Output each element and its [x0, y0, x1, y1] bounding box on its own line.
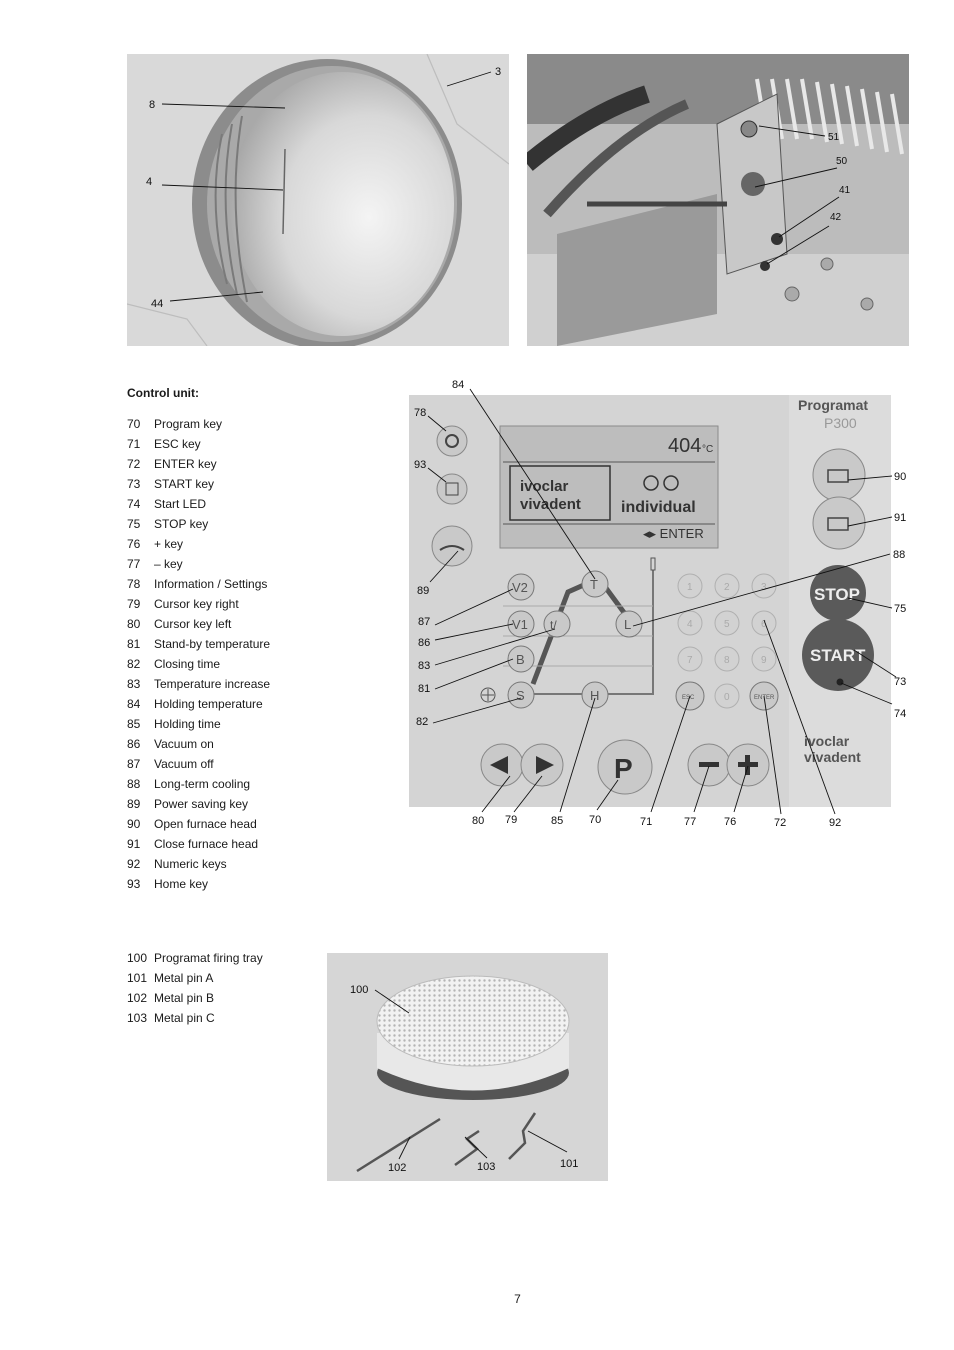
callout-100: 100	[350, 984, 369, 996]
callout-51: 51	[828, 132, 840, 143]
numeric-key[interactable]	[678, 574, 702, 598]
control-unit-legend-item	[127, 814, 270, 834]
control-unit-legend-item	[127, 714, 270, 734]
callout-77: 77	[684, 816, 697, 828]
control-unit-legend-item-number: 70	[127, 417, 141, 431]
control-unit-legend-item-label: Cursor key right	[154, 597, 239, 611]
callout-91: 91	[894, 512, 907, 524]
callout-70: 70	[589, 814, 602, 826]
key-s[interactable]	[508, 682, 534, 708]
control-unit-legend-item-label: Vacuum on	[154, 737, 214, 751]
callout-41: 41	[839, 185, 851, 196]
numeric-key-label: 0	[724, 692, 730, 703]
control-unit-legend-item-number: 90	[127, 817, 141, 831]
numeric-key-label: 9	[761, 655, 767, 666]
control-unit-legend-item-number: 89	[127, 797, 141, 811]
callout-102: 102	[388, 1162, 407, 1174]
photo-furnace-mechanism	[527, 54, 909, 346]
panel-brand-line2: P300	[824, 415, 857, 431]
control-unit-legend-item	[127, 514, 270, 534]
tray-legend	[127, 948, 263, 1028]
callout-93: 93	[414, 459, 427, 471]
control-unit-legend-item-number: 84	[127, 697, 141, 711]
numeric-key[interactable]	[752, 574, 776, 598]
section-title-control-unit: Control unit:	[127, 386, 199, 400]
control-unit-legend-item-number: 79	[127, 597, 141, 611]
control-unit-legend-item-label: Closing time	[154, 657, 221, 671]
cursor-left-key[interactable]	[481, 744, 523, 786]
tray-legend-item-number: 102	[127, 991, 148, 1005]
control-unit-legend-item-number: 82	[127, 657, 141, 671]
control-unit-legend-item-number: 93	[127, 877, 141, 891]
open-furnace-head-key[interactable]	[813, 449, 865, 501]
start-led	[837, 679, 844, 686]
photo-firing-tray	[327, 953, 608, 1181]
callout-71: 71	[640, 816, 653, 828]
control-unit-legend-item	[127, 534, 270, 554]
callout-80: 80	[472, 815, 485, 827]
control-unit-legend-item-label: – key	[154, 557, 183, 571]
control-unit-legend-item	[127, 874, 270, 894]
numeric-key[interactable]	[715, 647, 739, 671]
callout-76: 76	[724, 816, 737, 828]
control-unit-legend-item-number: 77	[127, 557, 141, 571]
fan-icon	[481, 688, 495, 702]
control-unit-legend	[127, 414, 270, 894]
control-unit-legend-item-label: Cursor key left	[154, 617, 232, 631]
numeric-key[interactable]	[678, 647, 702, 671]
power-saving-key[interactable]	[432, 526, 472, 566]
control-unit-legend-item-label: Temperature increase	[154, 677, 271, 691]
key-t[interactable]	[582, 571, 608, 597]
tray-legend-item	[127, 948, 263, 968]
numeric-key[interactable]	[715, 684, 739, 708]
key-h[interactable]	[582, 682, 608, 708]
control-unit-legend-item	[127, 414, 270, 434]
key-temperature-increase[interactable]	[544, 611, 570, 637]
control-unit-legend-item-label: Holding temperature	[154, 697, 263, 711]
callout-103: 103	[477, 1161, 496, 1173]
callout-83: 83	[418, 660, 431, 672]
control-unit-legend-item-number: 92	[127, 857, 141, 871]
control-unit-legend-item-number: 78	[127, 577, 141, 591]
callout-101: 101	[560, 1158, 579, 1170]
control-unit-legend-item-number: 74	[127, 497, 141, 511]
control-unit-legend-item-number: 72	[127, 457, 141, 471]
tray-legend-item-label: Metal pin A	[154, 971, 214, 985]
display-temperature: 404	[668, 435, 702, 457]
control-unit-legend-item	[127, 694, 270, 714]
numeric-key-label: 8	[724, 655, 730, 666]
display-logo-line1: ivoclar	[520, 478, 569, 495]
key-v2-label: V2	[512, 580, 528, 595]
callout-50: 50	[836, 156, 848, 167]
key-l-label: L	[624, 617, 632, 632]
control-unit-legend-item-label: Start LED	[154, 497, 207, 511]
control-unit-legend-item-number: 86	[127, 737, 141, 751]
control-unit-legend-item	[127, 494, 270, 514]
control-unit-legend-item-label: Close furnace head	[154, 837, 259, 851]
callout-89: 89	[417, 585, 430, 597]
numeric-key[interactable]	[752, 647, 776, 671]
plus-key[interactable]	[727, 744, 769, 786]
tray-legend-item	[127, 1008, 263, 1028]
control-unit-legend-item-number: 80	[127, 617, 141, 631]
callout-87: 87	[418, 616, 431, 628]
control-unit-legend-item	[127, 754, 270, 774]
callout-85: 85	[551, 815, 564, 827]
display-enter-hint: ◂▸ ENTER	[643, 526, 704, 541]
control-unit-legend-item-label: Stand-by temperature	[154, 637, 271, 651]
key-h-label: H	[590, 688, 600, 703]
callout-4: 4	[146, 176, 153, 188]
panel-brand-line1: Programat	[798, 397, 869, 413]
control-unit-legend-item-label: Program key	[154, 417, 223, 431]
numeric-key[interactable]	[715, 574, 739, 598]
tray-legend-item-label: Metal pin B	[154, 991, 215, 1005]
info-settings-key[interactable]	[437, 426, 467, 456]
callout-88: 88	[893, 549, 906, 561]
photo-furnace-chamber	[127, 54, 509, 346]
numeric-key-label: 3	[761, 582, 767, 593]
control-unit-legend-item	[127, 454, 270, 474]
callout-86: 86	[418, 637, 431, 649]
numeric-key[interactable]	[678, 611, 702, 635]
key-tgrad-label: t/	[550, 618, 557, 632]
numeric-key-label: 4	[687, 619, 693, 630]
control-unit-legend-item-number: 73	[127, 477, 141, 491]
control-unit-legend-item-label: Power saving key	[154, 797, 249, 811]
numeric-key-label: 2	[724, 582, 730, 593]
control-unit-legend-item	[127, 554, 270, 574]
callout-8: 8	[149, 99, 156, 111]
control-unit-legend-item	[127, 854, 270, 874]
control-unit-legend-item-number: 87	[127, 757, 141, 771]
callout-44: 44	[151, 298, 164, 310]
numeric-key-label: 6	[761, 619, 767, 630]
numeric-key-label: 1	[687, 582, 693, 593]
control-unit-legend-item-label: Information / Settings	[154, 577, 268, 591]
callout-82: 82	[416, 716, 429, 728]
tray-legend-item	[127, 988, 263, 1008]
key-v1-label: V1	[512, 617, 528, 632]
key-b-label: B	[516, 652, 525, 667]
control-unit-legend-item-label: ENTER key	[154, 457, 217, 471]
control-unit-legend-item-label: Home key	[154, 877, 209, 891]
control-unit-legend-item-label: ESC key	[154, 437, 201, 451]
control-unit-legend-item-number: 85	[127, 717, 141, 731]
tray-legend-item	[127, 968, 263, 988]
control-unit-legend-item-number: 88	[127, 777, 141, 791]
tray-legend-item-label: Metal pin C	[154, 1011, 215, 1025]
numeric-key[interactable]	[752, 611, 776, 635]
control-unit-legend-item-label: START key	[154, 477, 215, 491]
key-s-label: S	[516, 688, 525, 703]
control-unit-legend-item-number: 83	[127, 677, 141, 691]
control-unit-legend-item	[127, 734, 270, 754]
control-unit-legend-item-number: 81	[127, 637, 141, 651]
tray-legend-item-label: Programat firing tray	[154, 951, 263, 965]
control-unit-legend-item-number: 75	[127, 517, 141, 531]
callout-74: 74	[894, 708, 907, 720]
control-unit-legend-item	[127, 794, 270, 814]
control-unit-legend-item-label: + key	[154, 537, 184, 551]
tray-legend-item-number: 101	[127, 971, 148, 985]
control-unit-legend-item-label: Numeric keys	[154, 857, 227, 871]
tray-legend-item-number: 100	[127, 951, 148, 965]
panel-logo-line2: vivadent	[804, 749, 861, 765]
callout-73: 73	[894, 676, 907, 688]
esc-key-label: ESC	[682, 695, 695, 701]
control-unit-legend-item	[127, 654, 270, 674]
numeric-key-label: 5	[724, 619, 730, 630]
control-unit-legend-item-label: Open furnace head	[154, 817, 257, 831]
control-unit-legend-item-label: STOP key	[154, 517, 209, 531]
page-number: 7	[514, 1292, 521, 1306]
panel-logo-line1: ivoclar	[804, 733, 850, 749]
control-unit-legend-item	[127, 634, 270, 654]
key-t-label: T	[590, 577, 598, 592]
stop-key[interactable]	[810, 565, 866, 621]
control-unit-legend-item	[127, 594, 270, 614]
key-v2[interactable]	[508, 574, 534, 600]
tray-legend-item-number: 103	[127, 1011, 148, 1025]
control-unit-legend-item	[127, 474, 270, 494]
callout-84: 84	[452, 379, 465, 391]
callout-79: 79	[505, 814, 518, 826]
stop-key-label: STOP	[814, 585, 860, 604]
control-unit-legend-item	[127, 834, 270, 854]
control-unit-legend-item-number: 71	[127, 437, 141, 451]
minus-key[interactable]	[688, 744, 730, 786]
control-unit-legend-item	[127, 774, 270, 794]
callout-78: 78	[414, 407, 427, 419]
close-furnace-head-key[interactable]	[813, 497, 865, 549]
control-unit-legend-item	[127, 434, 270, 454]
start-key-label: START	[810, 646, 866, 665]
control-unit-legend-item	[127, 674, 270, 694]
control-unit-legend-item-label: Vacuum off	[154, 757, 214, 771]
control-unit-legend-item	[127, 574, 270, 594]
callout-75: 75	[894, 603, 907, 615]
callout-90: 90	[894, 471, 907, 483]
control-unit-legend-item-number: 91	[127, 837, 141, 851]
callout-3: 3	[495, 66, 502, 78]
display-mode: individual	[621, 499, 696, 516]
display-temperature-unit: °C	[702, 444, 714, 455]
control-unit-legend-item	[127, 614, 270, 634]
control-panel-illustration	[408, 374, 954, 834]
control-unit-legend-item-number: 76	[127, 537, 141, 551]
display-logo-line2: vivadent	[520, 496, 581, 513]
callout-42: 42	[830, 212, 842, 223]
program-key[interactable]	[598, 740, 652, 794]
numeric-key[interactable]	[715, 611, 739, 635]
control-unit-legend-item-label: Holding time	[154, 717, 221, 731]
callout-81: 81	[418, 683, 431, 695]
callout-92: 92	[829, 817, 842, 829]
enter-key-label: ENTER	[754, 695, 775, 701]
program-key-label: P	[614, 753, 633, 784]
key-l[interactable]	[616, 611, 642, 637]
cursor-right-key[interactable]	[521, 744, 563, 786]
numeric-key-label: 7	[687, 655, 693, 666]
control-unit-legend-item-label: Long-term cooling	[154, 777, 251, 791]
callout-72: 72	[774, 817, 787, 829]
